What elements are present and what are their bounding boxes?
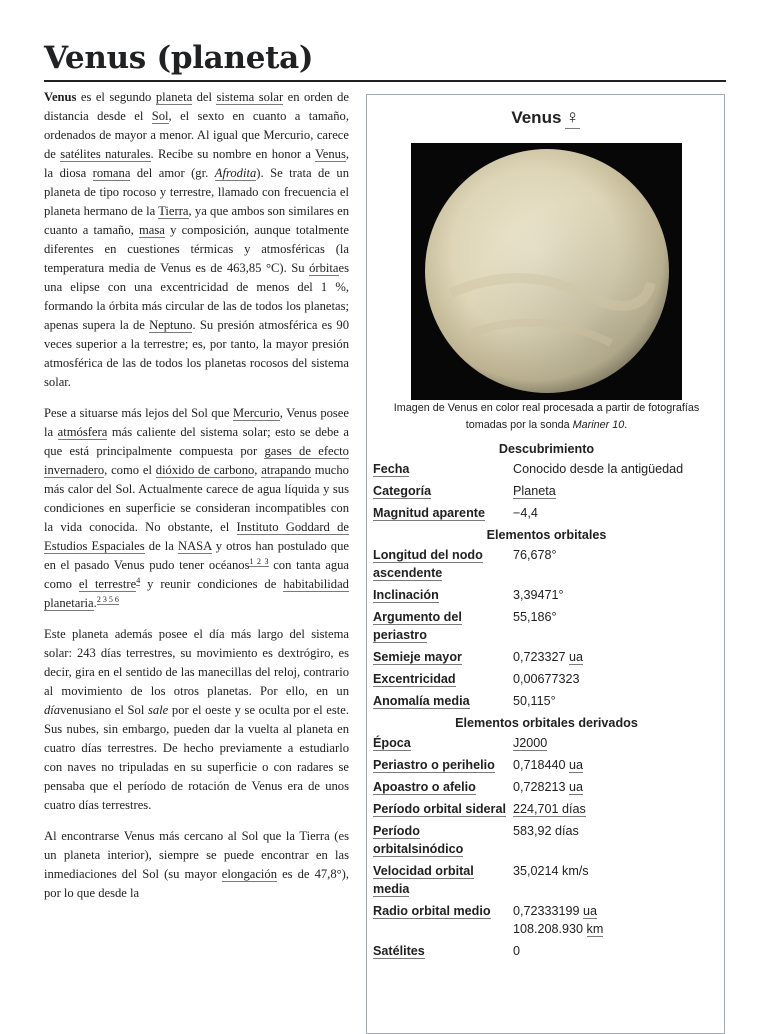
venus-symbol-icon[interactable]: ♀ bbox=[565, 107, 580, 128]
label-magnitud-aparente[interactable]: Magnitud aparente bbox=[373, 506, 485, 520]
title-divider bbox=[44, 80, 726, 82]
venus-planet-icon bbox=[411, 143, 682, 400]
paragraph-intro: Venus es el segundo planeta del sistema solar en orden de distancia desde el Sol, el sexto en cuanto a tamaño, ordenados de mayor a menor. Al igual que Mercurio, carece de satélites naturales. Recibe su nombre en honor a Venus, la diosa romana del amor (gr. Afrodita). Se trata de un planeta de tipo rocoso y terrestre, llamado con frecuencia el planeta hermano de la Tierra, ya que ambos son similares en cuanto a tamaño, masa y composición, aunque totalmente diferentes en cuestiones térmicas y atmosféricas (la temperatura media de Venus es de 463,85 °C). Su órbitaes una elipse con una excentricidad de menos del 1 %, formando la órbita más circular de las de todos los planetas; apenas supera la de Neptuno. Su presión atmosférica es 90 veces superior a la terrestre; es, por tanto, la mayor presión atmosférica de las de todos los planetas rocosos del sistema solar. bbox=[44, 90, 350, 389]
label-categoria[interactable]: Categoría bbox=[373, 484, 432, 498]
label-velocidad-orbital[interactable]: Velocidad orbital media bbox=[373, 864, 474, 896]
infobox-row bbox=[373, 546, 720, 582]
label-periodo-sinodico[interactable]: Período orbitalsinódico bbox=[373, 824, 464, 856]
value-periodo-sideral[interactable]: 224,701 días bbox=[513, 802, 586, 816]
link-satelites-naturales[interactable]: satélites naturales bbox=[60, 147, 151, 161]
value-apoastro: 0,728213 bbox=[513, 780, 566, 794]
link-el-terrestre[interactable]: el terrestre bbox=[78, 577, 137, 591]
label-inclinacion[interactable]: Inclinación bbox=[373, 588, 439, 602]
infobox-row bbox=[373, 942, 720, 960]
link-romana[interactable]: romana bbox=[92, 166, 131, 180]
infobox-title: Venus ♀ bbox=[511, 107, 580, 128]
value-inclinacion: 3,39471° bbox=[513, 588, 564, 602]
infobox bbox=[366, 94, 725, 1034]
link-atmosfera[interactable]: atmósfera bbox=[57, 425, 108, 439]
value-categoria[interactable]: Planeta bbox=[513, 484, 556, 498]
value-argumento-periastro: 55,186° bbox=[513, 610, 557, 624]
infobox-row bbox=[373, 734, 720, 752]
value-magnitud-aparente: −4,4 bbox=[513, 506, 538, 520]
infobox-data bbox=[373, 438, 720, 960]
label-fecha[interactable]: Fecha bbox=[373, 462, 410, 476]
infobox-row bbox=[373, 822, 720, 858]
link-elongacion[interactable]: elongación bbox=[221, 867, 278, 881]
value-periastro: 0,718440 bbox=[513, 758, 566, 772]
unit-ua[interactable]: ua bbox=[569, 650, 584, 664]
infobox-row bbox=[373, 670, 720, 688]
lead-term: Venus bbox=[44, 90, 77, 104]
value-periodo-sinodico: 583,92 días bbox=[513, 824, 579, 838]
label-periodo-sideral[interactable]: Período orbital sideral bbox=[373, 802, 506, 816]
value-velocidad-orbital: 35,0214 km/s bbox=[513, 864, 589, 878]
link-mercurio[interactable]: Mercurio bbox=[232, 406, 280, 420]
value-epoca[interactable]: J2000 bbox=[513, 736, 548, 750]
unit-ua[interactable]: ua bbox=[569, 758, 584, 772]
link-nasa[interactable]: NASA bbox=[177, 539, 212, 553]
reference-marks[interactable]: 2 3 5 6 bbox=[96, 594, 119, 604]
link-orbita[interactable]: órbita bbox=[309, 261, 339, 275]
section-elementos-derivados: Elementos orbitales derivados bbox=[455, 716, 638, 730]
unit-ua[interactable]: ua bbox=[569, 780, 584, 794]
infobox-row bbox=[373, 756, 720, 774]
infobox-row bbox=[373, 692, 720, 710]
section-elementos-orbitales: Elementos orbitales bbox=[486, 528, 607, 542]
label-argumento-periastro[interactable]: Argumento del periastro bbox=[373, 610, 462, 642]
label-periastro[interactable]: Periastro o perihelio bbox=[373, 758, 495, 772]
unit-km[interactable]: km bbox=[586, 922, 604, 936]
value-fecha: Conocido desde la antigüedad bbox=[513, 462, 684, 476]
value-radio-orbital: 0,72333199 bbox=[513, 904, 580, 918]
label-apoastro[interactable]: Apoastro o afelio bbox=[373, 780, 476, 794]
value-satelites: 0 bbox=[513, 944, 521, 958]
link-masa[interactable]: masa bbox=[138, 223, 165, 237]
link-tierra[interactable]: Tierra bbox=[158, 204, 189, 218]
infobox-row bbox=[373, 800, 720, 818]
value-excentricidad: 0,00677323 bbox=[513, 672, 580, 686]
unit-ua[interactable]: ua bbox=[583, 904, 598, 918]
label-epoca[interactable]: Época bbox=[373, 736, 411, 750]
infobox-row bbox=[373, 778, 720, 796]
label-semieje-mayor[interactable]: Semieje mayor bbox=[373, 650, 462, 664]
paragraph-atmosphere: Pese a situarse más lejos del Sol que Mercurio, Venus posee la atmósfera más caliente del sistema solar; esto se debe a que está principalmente compuesta por gases de efecto invernadero, como el dióxido de carbono, atrapando mucho más calor del Sol. Actualmente carece de agua líquida y sus condiciones en superficie se consideran incompatibles con la vida conocida. No obstante, el Instituto Goddard de Estudios Espaciales de la NASA y otros han postulado que en el pasado Venus pudo tener océanos$^{1 2 3}$ con tanta agua como el terrestre$^4$ y reunir condiciones de habitabilidad planetaria.$^{2 3 5 6}$ bbox=[44, 406, 350, 610]
value-radio-orbital-km: 108.208.930 bbox=[513, 922, 584, 936]
infobox-row bbox=[373, 608, 720, 644]
paragraph-observation: Al encontrarse Venus más cercano al Sol que la Tierra (es un planeta interior), siempre se puede encontrar en las inmediaciones del Sol (su mayor elongación es de 47,8°), por lo que desde la bbox=[44, 829, 349, 900]
infobox-row bbox=[373, 862, 720, 898]
reference-mark[interactable]: 4 bbox=[136, 575, 141, 585]
link-sol[interactable]: Sol bbox=[151, 109, 169, 123]
paragraph-rotation: Este planeta además posee el día más largo del sistema solar: 243 días terrestres, su movimiento es dextrógiro, es decir, gira en el sentido de las manecillas del reloj, contrario al movimiento de los otros planetas. Por ello, en un díavenusiano el Sol sale por el oeste y se oculta por el este. Sus nubes, sin embargo, pueden dar la vuelta al planeta en cuatro días terrestres. De hecho previamente a estudiarlo con naves no tripuladas en su superficie o con radares se pensaba que el período de rotación de Venus era de unos cuatro días terrestres. bbox=[44, 627, 349, 812]
label-satelites[interactable]: Satélites bbox=[373, 944, 425, 958]
infobox-row bbox=[373, 902, 720, 938]
label-radio-orbital[interactable]: Radio orbital medio bbox=[373, 904, 491, 918]
value-anomalia-media: 50,115° bbox=[513, 694, 556, 708]
value-semieje-mayor: 0,723327 bbox=[513, 650, 566, 664]
link-dioxido-de-carbono[interactable]: dióxido de carbono bbox=[155, 463, 255, 477]
infobox-row bbox=[373, 504, 720, 522]
link-atrapando[interactable]: atrapando bbox=[261, 463, 311, 477]
venus-planet-image[interactable] bbox=[411, 143, 682, 400]
link-venus-diosa[interactable]: Venus bbox=[315, 147, 346, 161]
image-caption: Imagen de Venus en color real procesada a partir de fotografías tomadas por la sonda Mariner 10. bbox=[393, 402, 700, 431]
article-body bbox=[44, 88, 349, 915]
page-title: Venus (planeta) bbox=[44, 40, 314, 76]
link-gases-efecto-invernadero[interactable]: gases de efecto invernadero bbox=[44, 444, 349, 477]
infobox-row bbox=[373, 586, 720, 604]
infobox-row bbox=[373, 460, 720, 478]
section-descubrimiento: Descubrimiento bbox=[498, 442, 595, 456]
link-planeta[interactable]: planeta bbox=[155, 90, 193, 104]
link-neptuno[interactable]: Neptuno bbox=[149, 318, 193, 332]
label-anomalia-media[interactable]: Anomalía media bbox=[373, 694, 470, 708]
label-longitud-nodo[interactable]: Longitud del nodo ascendente bbox=[373, 548, 483, 580]
link-instituto-goddard[interactable]: Instituto Goddard de Estudios Espaciales bbox=[44, 520, 350, 553]
link-habitabilidad-planetaria[interactable]: habitabilidad planetaria bbox=[44, 577, 349, 610]
reference-marks[interactable]: 1 2 3 bbox=[249, 556, 269, 566]
label-excentricidad[interactable]: Excentricidad bbox=[373, 672, 456, 686]
infobox-row bbox=[373, 648, 720, 666]
link-afrodita[interactable]: Afrodita bbox=[214, 166, 257, 180]
value-longitud-nodo: 76,678° bbox=[513, 548, 557, 562]
link-sistema-solar[interactable]: sistema solar bbox=[216, 90, 284, 104]
infobox-row bbox=[373, 482, 720, 500]
